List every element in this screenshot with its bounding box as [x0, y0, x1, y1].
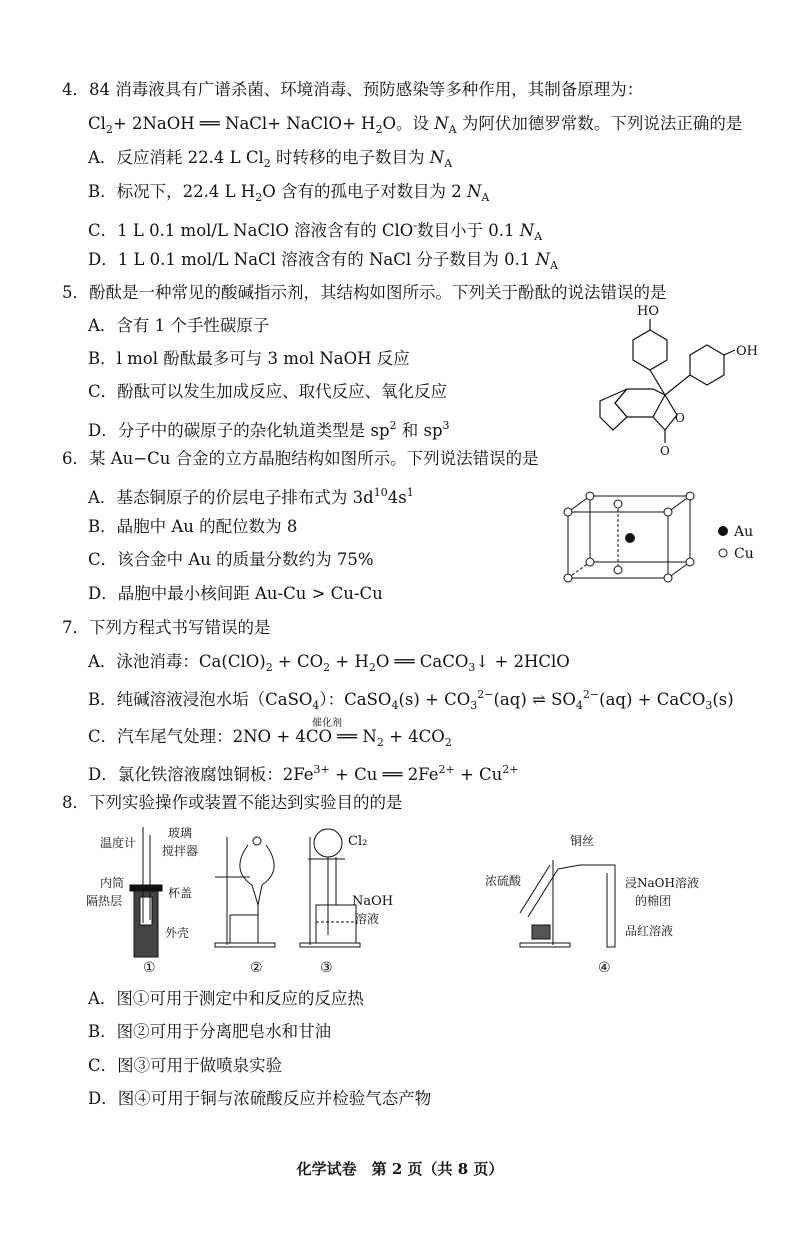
figure-4-number: ④: [598, 960, 611, 976]
text-sub: A: [534, 230, 543, 243]
legend-cu: Cu: [734, 546, 754, 562]
text-sub: 4: [391, 699, 399, 712]
text-sub: A: [448, 123, 457, 136]
question-7-option-a: [88, 652, 570, 678]
question-7-option-c: [88, 727, 452, 753]
text-sub: A: [481, 191, 490, 204]
fountain-experiment-figure: [300, 829, 393, 976]
text-sub: A: [444, 157, 453, 170]
text-sub: A: [550, 259, 558, 272]
carbonyl-oxygen-label: O: [660, 444, 670, 458]
text-sup: 2+: [438, 763, 455, 776]
naoh-label: NaOH: [352, 894, 394, 909]
text-run: O 含有的孤电子对数目为 2: [262, 182, 467, 201]
question-4-option-b: [88, 182, 489, 208]
question-7-option-b: [88, 685, 734, 716]
question-4-option-d: [88, 250, 558, 276]
text-it: N: [466, 182, 482, 201]
text-run: B．标况下，22.4 L H: [88, 182, 256, 201]
text-it: N: [434, 114, 449, 133]
text-run: 4．84 消毒液具有广谱杀菌、环境消毒、预防感染等多种作用，其制备原理为：: [62, 80, 644, 99]
text-sub: 2: [263, 157, 271, 170]
question-7-stem: [62, 618, 271, 638]
text-run: B．l mol 酚酞最多可与 3 mol NaOH 反应: [88, 349, 410, 368]
text-sub: 2: [105, 123, 113, 136]
text-sup: 2−: [582, 688, 600, 701]
phenolphthalein-structure: [595, 304, 765, 458]
text-run: A．反应消耗 22.4 L Cl: [88, 148, 264, 167]
hydroxyl-label-right: OH: [736, 344, 758, 359]
text-run: (s): [712, 690, 734, 709]
text-run: + 2NaOH ══ NaCl+ NaClO+ H: [112, 114, 376, 133]
text-sup: 1: [406, 486, 414, 499]
text-run: O。设: [382, 114, 435, 133]
shell-label: 外壳: [165, 926, 190, 940]
text-run: (s) + CO: [398, 690, 471, 709]
text-run: ↓ + 2HClO: [475, 652, 570, 671]
text-run: 5．酚酞是一种常见的酸碱指示剂，其结构如图所示。下列关于酚酞的说法错误的是: [62, 283, 667, 302]
text-sub: 2: [265, 661, 273, 674]
text-run: (aq) + CaCO: [599, 690, 706, 709]
text-run: + 4CO: [383, 727, 445, 746]
question-5-option-b: [88, 349, 410, 369]
text-sub: 3: [470, 699, 478, 712]
text-sub: 3: [468, 661, 476, 674]
text-run: 6．某 Au−Cu 合金的立方晶胞结构如图所示。下列说法错误的是: [62, 449, 539, 468]
text-run: N: [357, 727, 377, 746]
question-8-option-a: [88, 989, 364, 1009]
text-run: D．1 L 0.1 mol/L NaCl 溶液含有的 NaCl 分子数目为 0.1: [88, 250, 536, 269]
text-run: 时转移的电子数目为: [270, 148, 430, 167]
text-run: 7．下列方程式书写错误的是: [62, 618, 271, 637]
text-sup: 2: [389, 419, 397, 432]
text-sup: 3+: [313, 763, 330, 776]
text-run: C．汽车尾气处理：2NO + 4CO: [88, 727, 338, 746]
text-run: B．图②可用于分离肥皂水和甘油: [88, 1022, 332, 1041]
question-8-option-d: [88, 1089, 431, 1109]
text-sup: 2−: [477, 688, 494, 701]
text-sub: 4: [575, 699, 583, 712]
text-cat: ══: [337, 727, 358, 746]
text-run: D．晶胞中最小核间距 Au-Cu > Cu-Cu: [88, 584, 383, 603]
acid-label: 浓硫酸: [485, 874, 522, 888]
question-6-option-d: [88, 584, 383, 604]
question-4-option-c: [88, 216, 542, 247]
separatory-funnel-figure: [215, 837, 275, 976]
text-run: D．氯化铁溶液腐蚀铜板：2Fe: [88, 765, 314, 784]
text-run: + CO: [272, 652, 324, 671]
text-sup: 3: [442, 419, 450, 432]
text-run: 为阿伏加德罗常数。下列说法正确的是: [456, 114, 743, 133]
cotton-label-1: 浸NaOH溶液: [625, 876, 699, 890]
text-run: D．图④可用于铜与浓硫酸反应并检验气态产物: [88, 1089, 432, 1108]
question-4-option-a: [88, 148, 452, 174]
text-run: A．泳池消毒：Ca(ClO): [88, 652, 266, 671]
figure-1-number: ①: [143, 960, 156, 976]
question-4-equation: [88, 114, 742, 140]
question-6-option-a: [88, 483, 414, 508]
figure-3-number: ③: [320, 960, 333, 976]
text-run: A．图①可用于测定中和反应的反应热: [88, 989, 364, 1008]
dye-label: 品红溶液: [625, 924, 674, 938]
text-run: ）：CaSO: [319, 690, 392, 709]
text-sup: 2+: [502, 763, 519, 776]
text-run: C．1 L 0.1 mol/L NaClO 溶液含有的 ClO: [88, 221, 414, 240]
text-run: + Cu ══ 2Fe: [329, 765, 439, 784]
text-sub: 2: [323, 661, 331, 674]
copper-wire-label: 铜丝: [570, 834, 595, 848]
catalyst-label: 催化剂: [312, 718, 342, 729]
text-run: D．分子中的碳原子的杂化轨道类型是 sp: [88, 421, 390, 440]
calorimeter-figure: [86, 825, 198, 976]
text-run: 4s: [387, 488, 407, 507]
text-run: O ══ CaCO: [375, 652, 469, 671]
question-4-stem: [62, 80, 643, 100]
text-run: B．纯碱溶液浸泡水垢（CaSO: [88, 690, 313, 709]
text-run: + Cu: [454, 765, 503, 784]
question-7-option-d: [88, 760, 519, 785]
ring-oxygen-label: O: [675, 411, 685, 425]
stirrer-label-1: 玻璃: [168, 826, 193, 840]
text-sub: 3: [705, 699, 713, 712]
text-run: C．图③可用于做喷泉实验: [88, 1056, 283, 1075]
question-6-stem: [62, 449, 539, 469]
question-6-option-c: [88, 550, 374, 570]
inner-cylinder-label: 内筒: [100, 876, 125, 890]
chlorine-label: Cl₂: [348, 834, 368, 849]
text-run: 8．下列实验操作或装置不能达到实验目的的是: [62, 793, 403, 812]
text-run: Cl: [88, 114, 106, 133]
text-sub: 2: [368, 661, 376, 674]
text-sup: 10: [373, 486, 388, 499]
text-it: N: [519, 221, 535, 240]
apparatus-figures: [80, 825, 740, 975]
lid-label: 杯盖: [168, 886, 193, 900]
question-5-option-c: [88, 382, 447, 402]
figure-2-number: ②: [250, 960, 263, 976]
question-8-option-c: [88, 1056, 282, 1076]
text-run: A．基态铜原子的价层电子排布式为 3d: [88, 488, 374, 507]
text-it: N: [429, 148, 445, 167]
text-it: N: [535, 250, 551, 269]
text-run: 和 sp: [396, 421, 443, 440]
text-run: A．含有 1 个手性碳原子: [88, 316, 270, 335]
text-sub: 2: [444, 736, 452, 749]
question-5-stem: [62, 283, 667, 303]
question-5-option-d: [88, 416, 450, 441]
text-run: B．晶胞中 Au 的配位数为 8: [88, 517, 298, 536]
stirrer-label-2: 搅拌器: [162, 844, 199, 858]
page-footer: 化学试卷 第 2 页（共 8 页）: [296, 1160, 504, 1178]
text-sup: -: [413, 219, 418, 232]
text-run: C．该合金中 Au 的质量分数约为 75%: [88, 550, 374, 569]
legend-au: Au: [734, 524, 754, 540]
cotton-label-2: 的棉团: [635, 894, 672, 908]
text-run: 数目小于 0.1: [417, 221, 520, 240]
question-8-option-b: [88, 1022, 331, 1042]
hydroxyl-label-top: HO: [637, 304, 659, 319]
question-5-option-a: [88, 316, 269, 336]
question-8-stem: [62, 793, 403, 813]
text-sub: 2: [376, 736, 384, 749]
solution-label: 溶液: [355, 912, 380, 926]
insulation-label: 隔热层: [86, 894, 123, 908]
text-sub: 2: [375, 123, 383, 136]
text-run: (aq) ⇌ SO: [493, 690, 576, 709]
question-6-option-b: [88, 517, 297, 537]
copper-acid-figure: [485, 833, 699, 976]
text-sub: 4: [312, 699, 320, 712]
text-run: + H: [330, 652, 369, 671]
text-sub: 2: [255, 191, 263, 204]
thermometer-label: 温度计: [100, 836, 137, 850]
crystal-cell-diagram: [560, 490, 790, 590]
text-run: C．酚酞可以发生加成反应、取代反应、氧化反应: [88, 382, 448, 401]
